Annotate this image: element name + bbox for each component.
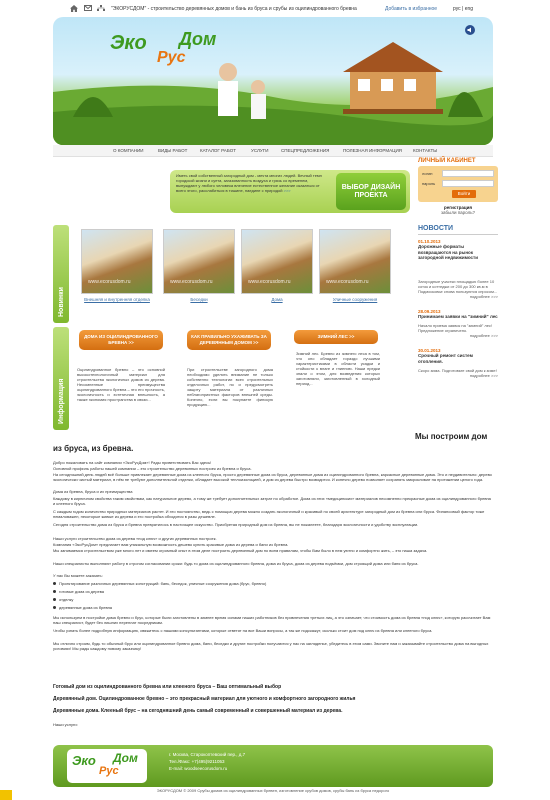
news-item — [418, 348, 498, 378]
news-item — [418, 309, 498, 339]
login-submit-button[interactable]: Войти — [452, 190, 476, 198]
main-content — [53, 432, 493, 732]
intro-paragraph: Наши услуги строительство дома из дерева «под ключ» и других деревянных построек. — [53, 536, 217, 541]
thumb-gazebos[interactable] — [163, 229, 235, 294]
card-care-button[interactable]: КАК ПРАВИЛЬНО УХАЖИВАТЬ ЗА ДЕРЕВЯННЫМ ДОМОМ >> — [187, 330, 271, 350]
card-care-text: При строительстве загородного дома необходимо уделять внимание не только собственно технологии всех строительных отделочных работ, но и предусмотреть защиту материала от различных неблагоприятных факторов внешней среды. Конечно, если вы покупаете финскую продукцию... — [187, 367, 273, 407]
add-to-favorites-link[interactable]: Добавить в избранное — [385, 6, 438, 12]
card-round-log-text: Оцилиндрованное бревно – это основной высокотехнологичный материал для строительства экологичных домов из дерева. Несомненные преимущества оцилиндрованного бревна – это его прочность, экологичность и эстетичная внешность, а также экономия пространства в связи... — [77, 367, 165, 402]
new-items-tab — [53, 225, 69, 323]
news-headline[interactable]: Принимаем заявки на "зимний" лес — [418, 313, 498, 319]
services-label: Наши услуги: — [53, 722, 78, 727]
news-more-link[interactable]: подробнее >>> — [469, 293, 498, 299]
footer-email[interactable]: E-mail: woodseecorusdom.ru — [169, 766, 228, 771]
thumb-outdoor[interactable] — [319, 229, 391, 294]
intro-paragraph: Каждому в кирпичном свойства таким свойствам, как натуральное дерево, а тому же требует дополнительных затрат по обработке. Дома из этих «медицинских» материалов несомненно прекрасные дома из оцилиндрованного бревна и клееного бруса. — [53, 496, 491, 506]
thumb-label-houses[interactable]: Дома — [271, 297, 283, 302]
card-winter-forest-button[interactable]: ЗИМНИЙ ЛЕС >> — [294, 330, 378, 344]
footer-phone: Тел./Факс: +7(495)9211053 — [169, 759, 225, 764]
topbar-brand-text: "ЭКОРУСДОМ" - строительство деревянных домов и бань из бруса и срубы из оцилиндрованного бревна — [111, 6, 357, 12]
footer-logo[interactable] — [67, 749, 147, 783]
banner-text-body: Иметь свой собственный загородный дом - мечта многих людей. Вечный темп городской жизни и суета, загазованность воздуха и грязь со временем, вынуждают у любого человека влечение естественное желание оказаться от всего этого, расслабиться в тишине, наедине с природой — [176, 173, 322, 193]
bold-line: Готовый дом из оцилиндрованного бревна или клееного бруса – Ваш оптимальный выбор — [53, 684, 282, 690]
thumb-houses[interactable] — [241, 229, 313, 294]
card-round-log-button[interactable]: ДОМА ИЗ ОЦИЛИНДРОВАННОГО БРЕВНА >> — [79, 330, 163, 350]
footer-logo-rus: Рус — [99, 765, 119, 777]
footer-address: г. Москва, Старокоптевский пер., д.7 — [169, 752, 246, 757]
list-item: готовые дома из дерева — [53, 589, 493, 594]
tail-paragraph: Мы отлично строим, будь то обычный брус или оцилиндрованное бревно дома, бани, беседки и другие постройки получаются у нас на загляденье, убедитесь в этом сами. Звоните нам и заказывайте строительство дома на выгодных условиях! Мы рады каждому новому заказчику! — [53, 641, 489, 651]
nav-item-about[interactable]: О КОМПАНИИ — [113, 148, 144, 153]
thumb-label-gazebos[interactable]: Беседки — [190, 297, 208, 302]
logo-eko[interactable]: Эко — [110, 32, 147, 54]
sitemap-icon[interactable] — [97, 5, 105, 11]
logo-rus[interactable]: Рус — [157, 49, 186, 66]
main-heading-1: Мы построим дом — [415, 432, 488, 441]
logo-dom[interactable]: Дом — [179, 29, 217, 49]
nav-item-special-offers[interactable]: СПЕЦПРЕДЛОЖЕНИЯ — [281, 148, 330, 153]
sound-icon[interactable] — [465, 25, 475, 35]
login-label: логин — [422, 171, 433, 176]
info-tab — [53, 327, 69, 430]
forgot-password-link[interactable]: забыли пароль? — [440, 210, 476, 215]
list-item: Проектирование различных деревянных конструкций: бань, беседок, уличные сооружения дома (брус, бревно) — [53, 581, 493, 586]
copyright: ЭКОРУСДОМ © 2009 Срубы домов из оцилиндрованных бревен, изготовление срубов домов, срубы бань из бруса недорого — [156, 788, 390, 793]
promo-banner — [170, 170, 410, 213]
thumb-finishing[interactable] — [81, 229, 153, 294]
login-input[interactable] — [442, 170, 494, 177]
info-tab-label: Информация — [58, 378, 65, 424]
news-text: Скоро зима. Подготовьте свой дом к зиме! — [418, 368, 497, 373]
banner-text — [176, 173, 326, 193]
header-banner — [53, 17, 493, 145]
news-text: Загородные участки площадью более 10 соток и коттеджи от 200 до 300 кв.м в Подмосковье снова пользуются спросом... — [418, 278, 498, 294]
news-title: НОВОСТИ — [418, 225, 454, 232]
tail-paragraph: Чтобы узнать более подробную информацию, свяжитесь с нашими консультантами, которые ответят на все Ваши вопросы, а так же подскажут, сколько стоит дом под ключ из бревна или клееного бруса. — [53, 628, 433, 633]
language-switch[interactable]: рус | eng — [453, 6, 474, 12]
news-more-link[interactable]: подробнее >>> — [469, 373, 498, 378]
news-date: 01.10.2013 — [418, 239, 441, 244]
main-heading-2: из бруса, из бревна. — [53, 444, 134, 453]
list-item: отделку — [53, 597, 493, 602]
register-link[interactable]: регистрация — [443, 205, 472, 210]
thumb-watermark: www.ecorusdom.ru — [88, 279, 131, 285]
thumb-label-finishing[interactable]: Внешняя и внутренняя отделка — [84, 297, 150, 302]
nav-item-useful-info[interactable]: ПОЛЕЗНАЯ ИНФОРМАЦИЯ — [343, 148, 402, 153]
nav-item-work-types[interactable]: ВИДЫ РАБОТ — [158, 148, 188, 153]
password-input[interactable] — [442, 180, 494, 187]
list-title: У нас Вы можете заказать: — [53, 573, 103, 578]
intro-paragraph: Наши специалисты выполняют работу в строгом согласовании сроки: будь то дома из оцилиндрованного бревна, дома из бруса, дома из дерева подъёмки, дом строящий дома или баня из бруса. — [53, 561, 419, 566]
thumb-watermark: www.ecorusdom.ru — [326, 279, 369, 285]
mail-icon[interactable] — [84, 5, 92, 11]
bold-line: Деревянные дома. Клееный брус – на сегодняшний день самый современный и совершенный материал из дерева. — [53, 708, 343, 714]
footer-contacts — [169, 751, 245, 772]
intro-paragraph: Сегодня строительство дома из бруса и бревна превратилось в настоящее искусство. Приобретая природный дом из бревна, вы не пожалеете, благодаря экологичности и удобству эксплуатации. — [53, 522, 419, 527]
intro-paragraph: С каждым годом количество природных материалов растет. И это постоянство, ведь с помощью дерева можно создать экологичный и красивый по своей архитектуре загородный дом из бревна или бруса. Финансовый фактор тоже немаловажен, некоторые живые из дерева и его постройка обходятся в разы дешевле. — [53, 509, 485, 519]
news-date: 30.01.2013 — [418, 348, 441, 353]
intro-paragraph: На сегодняшний день людей всё больше привлекает деревянные дома из клееного бруса, просто деревянные дома из бруса, деревянные дома из оцилиндрованного бревна, каркасные деревянные дома. Это и неудивительно: дерево экологически чистый материал, в нём не требуют дополнительной отделки, обладает высокой теплоизоляцией, и дом из дерева быстро возводится. И конечно дерево позволяет сохранять микроклимат на протяжении целого года. — [53, 472, 492, 482]
intro-paragraph: Добро пожаловать на сайт компании «ЭкоРусДом»! Рады приветствовать Вас здесь! — [53, 460, 212, 465]
password-label: пароль — [422, 181, 436, 186]
thumb-watermark: www.ecorusdom.ru — [170, 279, 213, 285]
bold-line: Деревянный дом. Оцилиндрованное бревно – это прекрасный материал для уютного и комфортного загородного жилья — [53, 696, 356, 702]
thumb-watermark: www.ecorusdom.ru — [248, 279, 291, 285]
thumb-label-outdoor[interactable]: Уличные сооружения — [332, 297, 378, 302]
nav-item-services[interactable]: УСЛУГИ — [251, 148, 269, 153]
footer — [53, 745, 493, 787]
news-text: Начало приема заявок на "зимний" лес! Предложение ограничено. — [418, 323, 493, 333]
list-item: деревянные дома из бревна — [53, 605, 493, 610]
news-more-link[interactable]: подробнее >>> — [469, 333, 498, 338]
tail-paragraph: Мы используем в постройке дома бревно и брус, которые были заготовлены в зимнее время силами наших работников без привлечения третьих лиц, а это означает, что стоимость дома из бревна «под ключ», которую рассчитает Вам наш специалист, будет без лишних переплат посредникам. — [53, 615, 491, 625]
info-section — [53, 327, 413, 430]
news-headline[interactable]: Дорожные форматы возвращаются на рынок загородной недвижимости — [418, 244, 479, 260]
news-item — [418, 239, 498, 299]
design-project-button[interactable]: ВЫБОР ДИЗАЙН ПРОЕКТА — [336, 173, 406, 210]
top-bar — [0, 0, 550, 16]
intro-paragraph: Мы занимаемся строительством уже много лет и имеем огромный опыт в этом деле построить деревянный дом по всем правилам, чтобы Вам было в нем уютно и комфортно жить, – это наша задача. — [53, 548, 428, 553]
main-nav — [53, 145, 493, 157]
services-list — [53, 581, 493, 613]
news-date: 28.09.2013 — [418, 308, 441, 314]
corner-badge-icon — [0, 790, 12, 800]
new-items-tab-label: Новинки — [58, 287, 65, 317]
footer-logo-eko: Эко — [72, 753, 96, 768]
login-box — [418, 166, 498, 202]
intro-paragraph: Дома из бревна, бруса и их преимущества — [53, 489, 133, 494]
intro-paragraph: Основной профиль работы нашей компании – это строительство деревянных построек из бревна и бруса. — [53, 466, 252, 471]
card-winter-forest-text: Зимний лес. Бревно из зимнего леса в том, что оно обладает гораздо лучшими характеристиками в области усадки и стойкости к влаге и гниению. Наши предки знали о этом, для возведения которых заготовляли, заготовленный в холодный период... — [296, 351, 380, 386]
nav-item-catalog[interactable]: КАТАЛОГ РАБОТ — [200, 148, 236, 153]
intro-paragraph: Компания «ЭкоРусДом» предлагает вам уникальную возможность дешево купить красивые дома из дерева и бани из бревна. — [53, 542, 289, 547]
home-icon[interactable] — [70, 5, 78, 11]
nav-item-contacts[interactable]: КОНТАКТЫ — [413, 148, 438, 153]
banner-more-link[interactable]: >>> — [283, 188, 291, 193]
news-headline[interactable]: Срочный ремонт систем отопления. — [418, 353, 473, 364]
new-items-section — [53, 225, 413, 323]
footer-logo-dom: Дом — [113, 751, 138, 765]
cabinet-title: ЛИЧНЫЙ КАБИНЕТ — [418, 158, 476, 164]
